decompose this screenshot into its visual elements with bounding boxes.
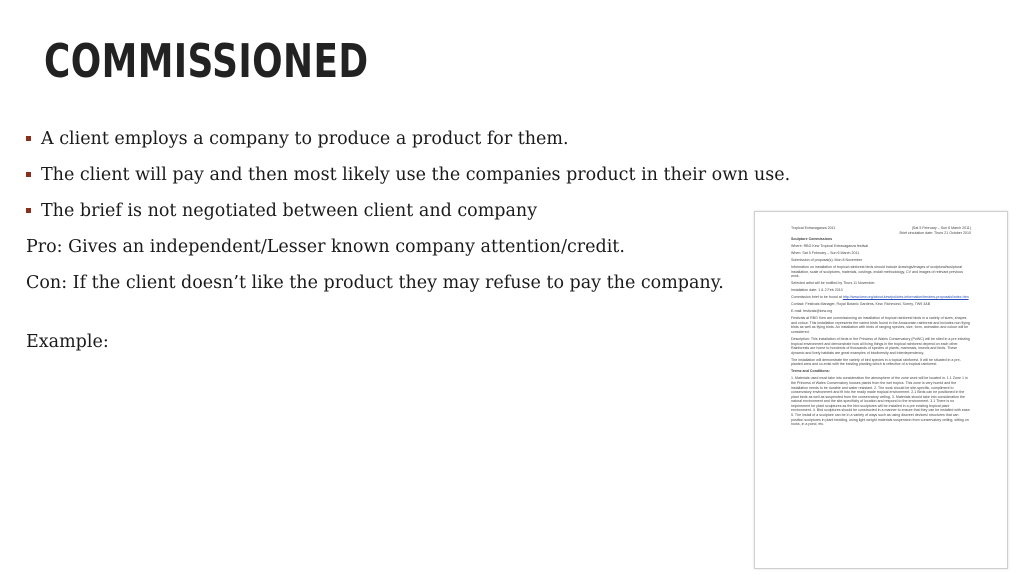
bullet-square-icon bbox=[26, 208, 31, 213]
brief-document-image bbox=[754, 211, 1008, 569]
doc-brief-text: Commission brief to be found at bbox=[791, 295, 842, 300]
doc-header-left: Tropical Extravaganza 2011 bbox=[791, 226, 836, 230]
doc-demonstrate: The installation will demonstrate the variety of bird species in a topical rainforest. It will be situated in a pre-planted area and co-exist with the existing planting which is reflective of a tropical rainforest. bbox=[791, 357, 961, 367]
con-text: Con: If the client doesn’t like the product they may refuse to pay the company. bbox=[26, 273, 724, 293]
bullet-text: A client employs a company to produce a product for them. bbox=[41, 129, 569, 149]
doc-when: When: Sat 5 February – Sun 6 March 2011 bbox=[791, 251, 860, 256]
example-label: Example: bbox=[26, 332, 109, 352]
pro-text: Pro: Gives an independent/Lesser known company attention/credit. bbox=[26, 237, 625, 257]
bullet-text: The brief is not negotiated between client and company bbox=[41, 201, 538, 221]
doc-notified: Selected artist will be notified by Thurs 11 November. bbox=[791, 281, 876, 286]
bullet-text: The client will pay and then most likely use the companies product in their own use. bbox=[41, 165, 791, 185]
bullet-item bbox=[26, 128, 826, 151]
bullet-square-icon bbox=[26, 136, 31, 141]
slide-content bbox=[26, 128, 826, 367]
doc-description: Description: This installation of birds in the Princess of Wales Conservatory (PoWC) will be sited in a pre existing tropical environment and demonstrate how all living things in the tropical rainforest depend on each other. Rainforests are home to hundreds of thousands of species of plants, mammals, insects and birds. These dynamic and lively habitats are great examples of biodiversity and interdependency. bbox=[791, 336, 970, 355]
doc-heading: Sculpture Commissions bbox=[791, 237, 833, 242]
doc-brief-location bbox=[791, 295, 971, 300]
doc-terms: 1. Materials used must take into consideration the atmosphere of the zone work will be located in. 1.1 Zone 1 in the Princess of Wales Conservatory houses plants from the wet tropics. This zone is very humid and the installation needs to be durable and water resistant. 2. The work should be site-specific, compliment to conservatory environment and fit into the ready made tropical environment. 2.1 Birds can be positioned in the plant beds as well as suspended from the conservatory ceiling. 3. Materials should take into consideration the natural environment and the site-specificity of location and respond to the environment. 3.1 There is no requirement for plant sculptures as the bird sculptures will be installed in a pre existing tropical plant environment. 4. Bird sculptures should be constructed in a manner to ensure that they can be installed with ease. 5. The install of a sculpture can be in a variety of ways such as using discreet devices/ structures that can position sculptures in plant bedding, using light weight materials suspension from conservatory ceiling, sitting on rocks, in a pond, etc. bbox=[791, 376, 971, 427]
doc-header-circulation: Brief circulation date: Thurs 21 October 2010 bbox=[899, 230, 971, 235]
doc-submission: Submission of proposal(s): Mon 8 November bbox=[791, 258, 863, 263]
doc-contact: Contact: Festivals Manager, Royal Botanic Gardens, Kew, Richmond, Surrey, TW9 3AB bbox=[791, 302, 931, 307]
slide-title: COMMISSIONED bbox=[44, 34, 369, 88]
bullet-item bbox=[26, 164, 826, 187]
bullet-square-icon bbox=[26, 172, 31, 177]
doc-email: E-mail: festivals@kew.org bbox=[791, 309, 833, 314]
doc-header-dates: (Sat 5 February – Sun 6 March 2011) bbox=[911, 226, 971, 230]
doc-terms-heading: Terms and Conditions: bbox=[791, 369, 830, 374]
doc-brief-link: http://www.kew.org/about-kew/policies-information/tenders-proposals/index.htm bbox=[842, 295, 969, 300]
doc-festivals: Festivals at RBG Kew are commissioning an installation of tropical rainforest birds in a variety of sizes, shapes and colour. This installation represents the varied birds found in the Amazonian rainforest and includes non flying birds as well as flying birds. An installation with birds of ranging species, size, form, animation and colour will be considered. bbox=[791, 316, 970, 334]
doc-install-date: Installation date: 1 & 2 Feb 2010 bbox=[791, 288, 843, 293]
bullet-item bbox=[26, 200, 826, 223]
doc-info: Information on installation of tropical rainforest birds should include drawings/images of sculptural/sculptural installation, scale of sculptures, materials, costings, install methodology, CV and images of relevant previous work. bbox=[791, 265, 963, 279]
doc-header-right bbox=[900, 226, 971, 235]
doc-where: Where: RBG Kew Tropical Extravaganza festival bbox=[791, 244, 869, 249]
